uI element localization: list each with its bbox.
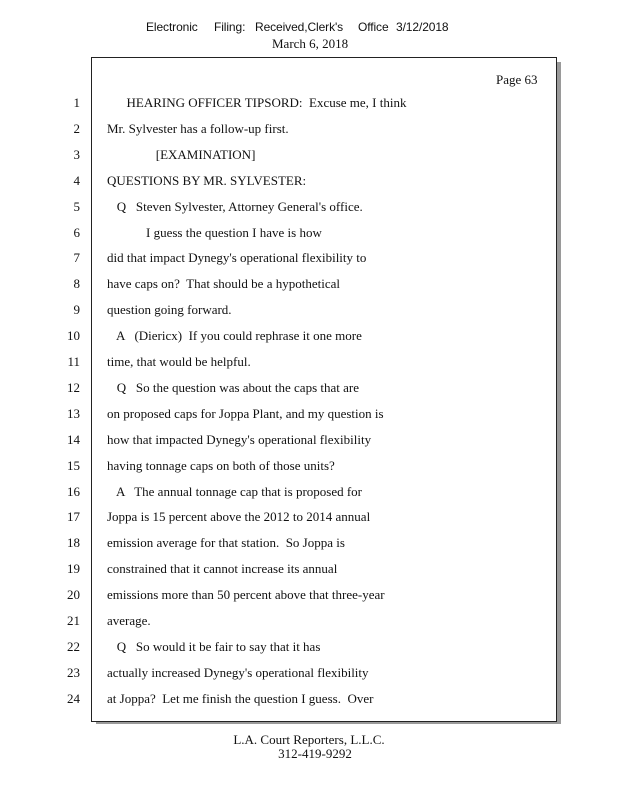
transcript-line: emissions more than 50 percent above that three-year — [107, 587, 385, 602]
line-number: 13 — [67, 406, 80, 421]
line-number: 1 — [73, 95, 80, 110]
reporter-company: L.A. Court Reporters, L.L.C. — [233, 732, 385, 747]
transcript-line: how that impacted Dynegy's operational flexibility — [107, 432, 372, 447]
transcript-line: Q Steven Sylvester, Attorney General's office. — [107, 199, 363, 214]
line-number: 21 — [67, 613, 80, 628]
transcript-line: Q So the question was about the caps that are — [107, 380, 359, 395]
transcript-line: I guess the question I have is how — [107, 225, 322, 240]
transcript-line: HEARING OFFICER TIPSORD: Excuse me, I think — [107, 95, 407, 110]
transcript-line: Joppa is 15 percent above the 2012 to 2014 annual — [107, 509, 371, 524]
line-number: 2 — [73, 121, 80, 136]
transcript-line: constrained that it cannot increase its annual — [107, 561, 338, 576]
transcript-line: QUESTIONS BY MR. SYLVESTER: — [107, 173, 307, 188]
line-number: 12 — [67, 380, 80, 395]
transcript-line: [EXAMINATION] — [107, 147, 256, 162]
electronic-filing-stamp — [146, 20, 449, 34]
line-number: 6 — [73, 225, 80, 240]
transcript-line: on proposed caps for Joppa Plant, and my question is — [107, 406, 384, 421]
transcript-line: A (Diericx) If you could rephrase it one more — [107, 328, 362, 343]
line-number: 8 — [73, 276, 80, 291]
transcript-line: did that impact Dynegy's operational flexibility to — [107, 250, 367, 265]
line-number: 16 — [67, 484, 80, 499]
transcript-line: have caps on? That should be a hypothetical — [107, 276, 340, 291]
transcript-line: time, that would be helpful. — [107, 354, 251, 369]
transcript-line: at Joppa? Let me finish the question I guess. Over — [107, 691, 374, 706]
line-number: 20 — [67, 587, 80, 602]
line-number: 7 — [73, 250, 80, 265]
line-number: 18 — [67, 535, 80, 550]
line-number: 19 — [67, 561, 80, 576]
line-number: 10 — [67, 328, 80, 343]
transcript-line: question going forward. — [107, 302, 232, 317]
transcript-line: emission average for that station. So Joppa is — [107, 535, 345, 550]
line-number: 23 — [67, 665, 80, 680]
line-number: 22 — [67, 639, 80, 654]
transcript-line: having tonnage caps on both of those units? — [107, 458, 335, 473]
line-number: 24 — [67, 691, 80, 706]
hearing-date: March 6, 2018 — [272, 36, 349, 51]
transcript-line: Mr. Sylvester has a follow-up first. — [107, 121, 289, 136]
line-number: 5 — [73, 199, 80, 214]
transcript-line: average. — [107, 613, 151, 628]
transcript-line: Q So would it be fair to say that it has — [107, 639, 321, 654]
line-number: 3 — [73, 147, 80, 162]
stamp-date: 3/12/2018 — [396, 20, 449, 34]
line-number: 9 — [73, 302, 80, 317]
line-number: 14 — [67, 432, 80, 447]
page-number: Page 63 — [496, 72, 538, 87]
stamp-word: Received,Clerk's — [255, 20, 344, 34]
stamp-word: Electronic — [146, 20, 198, 34]
stamp-word: Filing: — [214, 20, 246, 34]
reporter-phone: 312-419-9292 — [278, 746, 352, 761]
transcript-line: A The annual tonnage cap that is proposed for — [107, 484, 363, 499]
line-number: 4 — [73, 173, 80, 188]
stamp-word: Office — [358, 20, 389, 34]
footer — [0, 733, 618, 761]
line-number: 17 — [67, 509, 80, 524]
transcript-line: actually increased Dynegy's operational flexibility — [107, 665, 369, 680]
line-number: 11 — [67, 354, 80, 369]
line-number: 15 — [67, 458, 80, 473]
